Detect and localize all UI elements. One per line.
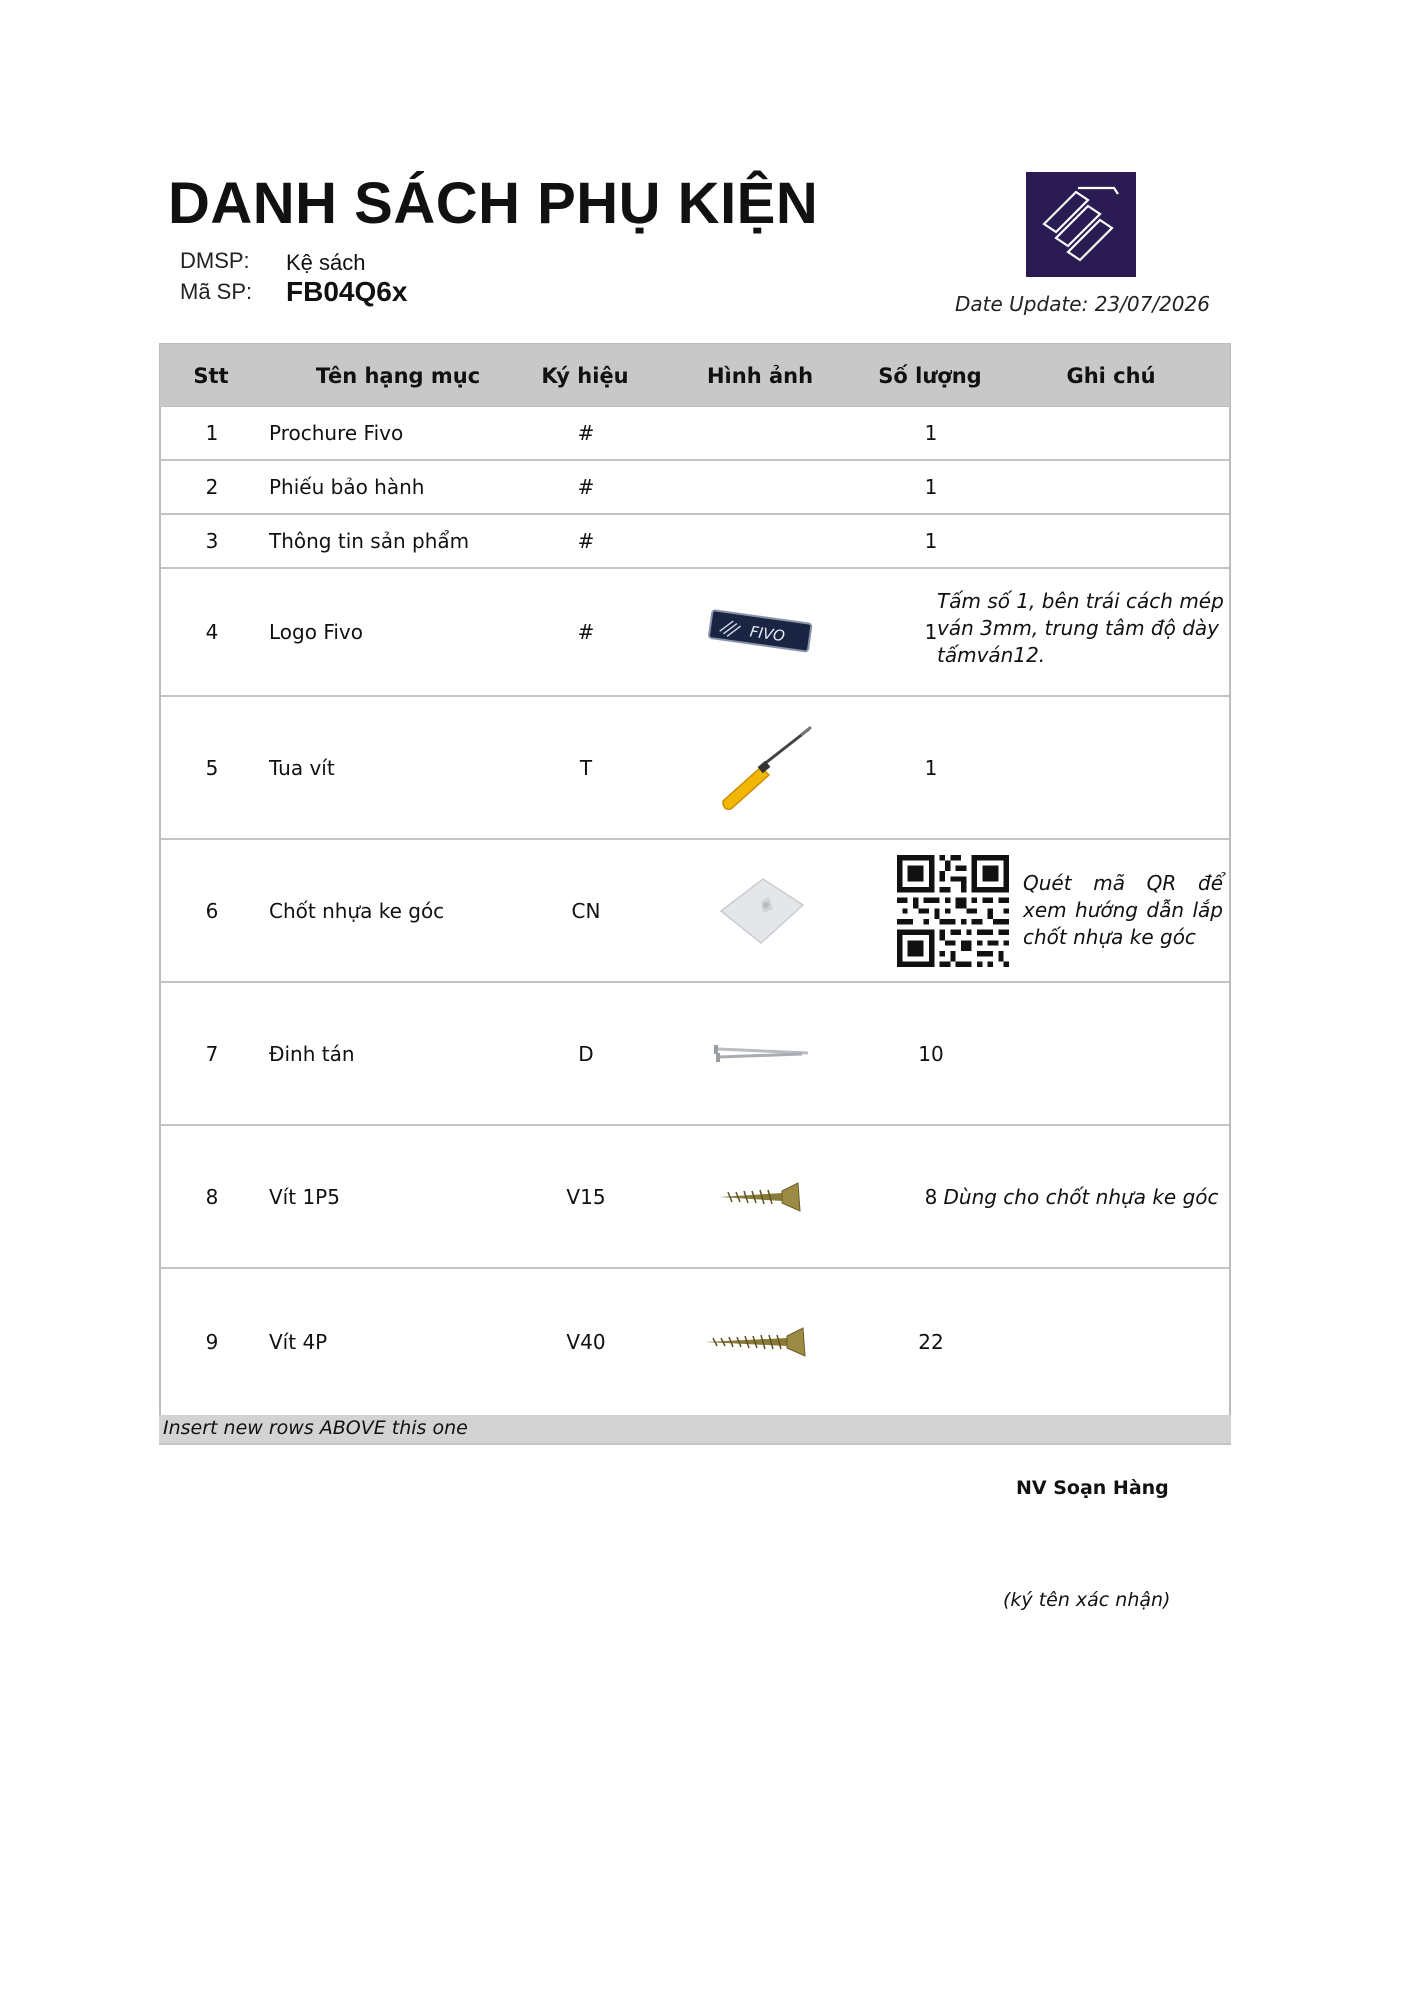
nails-image	[661, 983, 861, 1124]
row-note	[1023, 840, 1223, 981]
row-symbol: #	[577, 620, 595, 644]
screwdriver-image	[661, 697, 861, 838]
row-name: Prochure Fivo	[269, 421, 404, 445]
row-stt: 2	[205, 475, 219, 499]
row-symbol: T	[579, 755, 593, 780]
column-header-image: Hình ảnh	[706, 364, 814, 388]
row-name: Tua vít	[269, 755, 335, 780]
logo-plate-image	[661, 569, 861, 695]
column-header-symbol: Ký hiệu	[541, 364, 629, 388]
row-name: Thông tin sản phẩm	[269, 529, 470, 553]
table-row	[161, 407, 1229, 461]
row-quantity: 1	[924, 755, 938, 780]
dmsp-label: DMSP:	[180, 248, 250, 273]
row-name: Đinh tán	[269, 1041, 355, 1066]
insert-rows-footer	[159, 1415, 1231, 1445]
table-header	[159, 343, 1231, 407]
row-symbol: V40	[566, 1330, 606, 1354]
row-name: Logo Fivo	[269, 620, 363, 644]
dmsp-value: Kệ sách	[286, 250, 366, 275]
logo-plate-text: FIVO	[748, 622, 787, 646]
row-quantity: 22	[918, 1330, 944, 1354]
row-symbol: #	[577, 529, 595, 553]
row-quantity: 1	[924, 529, 938, 553]
page-title: DANH SÁCH PHỤ KIỆN	[168, 171, 819, 236]
table-body	[159, 407, 1231, 1415]
row-quantity: 1	[924, 475, 938, 499]
row-note	[931, 1126, 1231, 1267]
insert-rows-note: Insert new rows ABOVE this one	[163, 1417, 468, 1439]
row-name: Vít 1P5	[269, 1184, 340, 1209]
row-symbol: #	[577, 421, 595, 445]
table-row	[161, 569, 1229, 697]
signature-note: (ký tên xác nhận)	[1003, 1589, 1171, 1611]
row-stt: 1	[205, 421, 219, 445]
table-row	[161, 840, 1229, 983]
row-name: Phiếu bảo hành	[269, 475, 425, 499]
product-code-value: FB04Q6x	[286, 276, 408, 307]
row-note	[937, 569, 1227, 695]
row-stt: 3	[205, 529, 219, 553]
table-row	[161, 697, 1229, 840]
row-name: Chốt nhựa ke góc	[269, 898, 445, 923]
qr-code-icon	[897, 840, 1009, 981]
brand-logo-icon	[1026, 172, 1136, 277]
column-header-name: Tên hạng mục	[315, 364, 481, 388]
row-stt: 5	[205, 755, 219, 780]
row-stt: 8	[205, 1184, 219, 1209]
row-note-text: Dùng cho chốt nhựa ke góc	[943, 1184, 1219, 1209]
row-quantity: 1	[924, 421, 938, 445]
row-stt: 9	[205, 1330, 219, 1354]
table-row	[161, 1269, 1229, 1415]
date-update: Date Update: 23/07/2026	[955, 292, 1210, 316]
table-row	[161, 461, 1229, 515]
signature-title: NV Soạn Hàng	[1016, 1477, 1169, 1499]
table-row	[161, 1126, 1229, 1269]
row-quantity: 10	[918, 1041, 944, 1066]
row-stt: 7	[205, 1041, 219, 1066]
column-header-note: Ghi chú	[1066, 364, 1156, 388]
plastic-corner-bracket-image	[661, 840, 861, 981]
row-quantity: 8	[924, 1184, 938, 1209]
row-note-text: Quét mã QR để xem hướng dẫn lắp chốt nhựa ke góc	[1023, 871, 1223, 949]
row-symbol: CN	[571, 898, 601, 923]
table-row	[161, 983, 1229, 1126]
row-symbol: V15	[566, 1184, 606, 1209]
short-screw-image	[661, 1126, 861, 1267]
row-symbol: #	[577, 475, 595, 499]
row-quantity: 1	[924, 620, 938, 644]
table-row	[161, 515, 1229, 569]
product-code-label: Mã SP:	[180, 279, 253, 304]
row-note-text: Tấm số 1, bên trái cách mép ván 3mm, trung tâm độ dày tấmván12.	[937, 588, 1224, 667]
row-symbol: D	[578, 1041, 594, 1066]
row-name: Vít 4P	[269, 1330, 328, 1354]
column-header-stt: Stt	[193, 364, 229, 388]
row-stt: 4	[205, 620, 219, 644]
row-stt: 6	[205, 898, 219, 923]
long-screw-image	[661, 1269, 861, 1415]
column-header-quantity: Số lượng	[878, 364, 982, 388]
